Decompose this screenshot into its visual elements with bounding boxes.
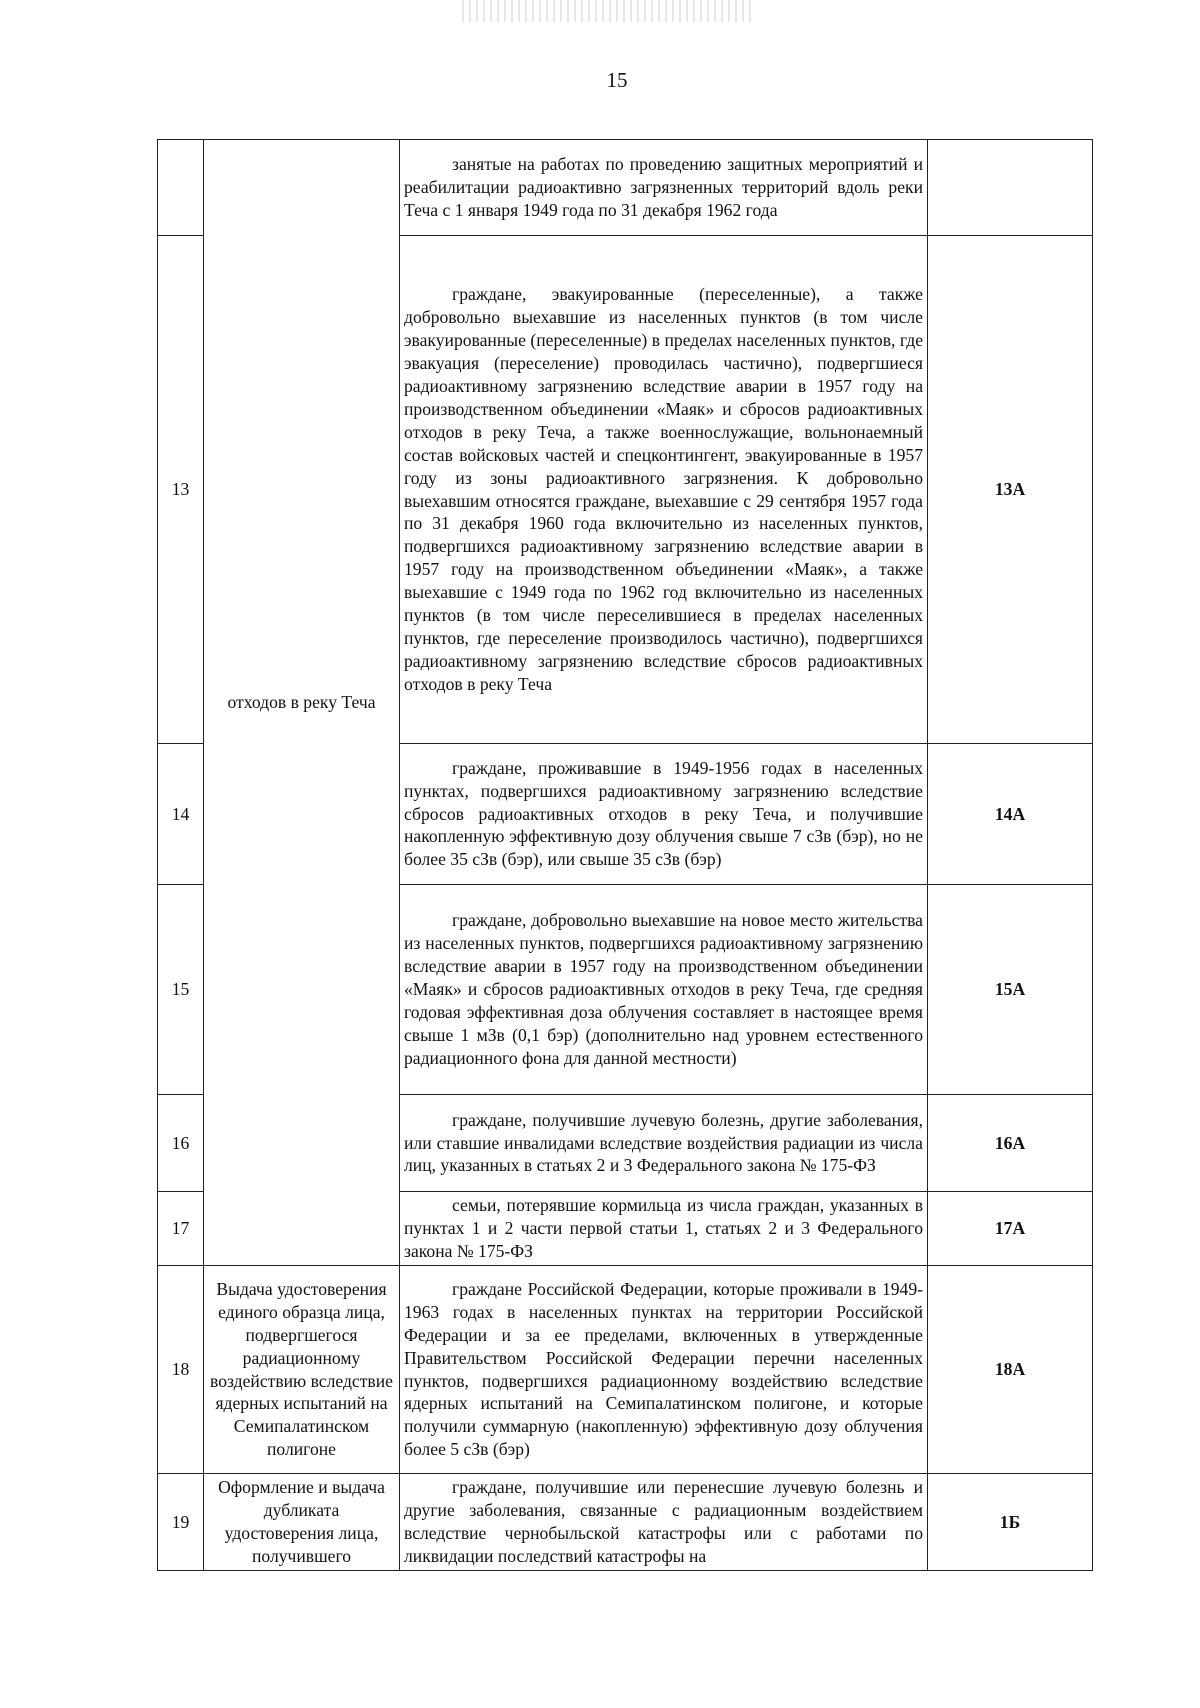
service-cell: отходов в реку Теча [204, 140, 400, 1266]
service-cell: Оформление и выдача дубликата удостоверения лица, получившего [204, 1474, 400, 1571]
recipients-text: занятые на работах по проведению защитных мероприятий и реабилитации радиоактивно загрязненных территорий вдоль реки Теча с 1 января 1949 года по 31 декабря 1962 года [404, 154, 923, 220]
table-row [158, 1266, 1093, 1474]
table-row [158, 140, 1093, 236]
row-number: 19 [158, 1474, 204, 1571]
service-cell: Выдача удостоверения единого образца лица, подвергшегося радиационному воздействию вследствие ядерных испытаний на Семипалатинском полигоне [204, 1266, 400, 1474]
recipients-cell [400, 1192, 928, 1266]
recipients-text: граждане, получившие или перенесшие лучевую болезнь и другие заболевания, связанные с радиационным воздействием вследствие чернобыльской катастрофы или с работами по ликвидации последствий катастрофы на [404, 1477, 923, 1566]
code-cell: 14А [928, 744, 1093, 885]
recipients-cell [400, 1474, 928, 1571]
code-cell: 18А [928, 1266, 1093, 1474]
code-cell [928, 140, 1093, 236]
recipients-text: граждане, проживавшие в 1949-1956 годах в населенных пунктах, подвергшихся радиоактивному загрязнению вследствие сбросов радиоактивных отходов в реку Теча, и получившие накопленную эффективную дозу облучения свыше 7 сЗв (бэр), но не более 35 сЗв (бэр), или свыше 35 сЗв (бэр) [404, 757, 923, 870]
code-cell: 13А [928, 236, 1093, 744]
recipients-cell [400, 1095, 928, 1192]
recipients-text: граждане, эвакуированные (переселенные), а также добровольно выехавшие из населенных пунктов (в том числе эвакуированные (переселенные) в пределах населенных пунктов, где эвакуация (переселение) проводилась частично), подвергшиеся радиоактивному загрязнению вследствие аварии в 1957 году на производственном объединении «Маяк» и сбросов радиоактивных отходов в реку Теча, а также военнослужащие, вольнонаемный состав войсковых частей и спецконтингент, эвакуированные в 1957 году из зоны радиоактивного загрязнения. К добровольно выехавшим относятся граждане, выехавшие с 29 сентября 1957 года по 31 декабря 1960 года включительно из населенных пунктов, подвергшихся радиоактивному загрязнению вследствие аварии в 1957 году на производственном объединении «Маяк», а также выехавшие с 1949 года по 1962 год включительно из населенных пунктов (в том числе переселившиеся в пределах населенных пунктов, где переселение производилось частично), подвергшихся радиоактивному загрязнению вследствие сбросов радиоактивных отходов в реку Теча [404, 284, 923, 694]
row-number: 13 [158, 236, 204, 744]
recipients-cell [400, 885, 928, 1095]
code-cell: 1Б [928, 1474, 1093, 1571]
recipients-cell [400, 744, 928, 885]
recipients-text: граждане Российской Федерации, которые проживали в 1949-1963 годах в населенных пунктах на территории Российской Федерации и за ее пределами, включенных в утвержденные Правительством Российской Федерации перечни населенных пунктов, подвергшихся радиационному воздействию вследствие ядерных испытаний на Семипалатинском полигоне, и которые получили суммарную (накопленную) эффективную дозу облучения более 5 сЗв (бэр) [404, 1278, 923, 1460]
recipients-cell [400, 236, 928, 744]
recipients-cell [400, 1266, 928, 1474]
code-cell: 17А [928, 1192, 1093, 1266]
row-number: 17 [158, 1192, 204, 1266]
recipients-text: семьи, потерявшие кормильца из числа граждан, указанных в пунктах 1 и 2 части первой статьи 1, статьях 2 и 3 Федерального закона № 175-ФЗ [404, 1195, 923, 1261]
services-table [157, 139, 1093, 1571]
page-number: 15 [606, 68, 628, 92]
row-number: 15 [158, 885, 204, 1095]
recipients-text: граждане, получившие лучевую болезнь, другие заболевания, или ставшие инвалидами вследствие воздействия радиации из числа лиц, указанных в статьях 2 и 3 Федерального закона № 175-ФЗ [404, 1109, 923, 1176]
recipients-cell [400, 140, 928, 236]
row-number: 18 [158, 1266, 204, 1474]
recipients-text: граждане, добровольно выехавшие на новое место жительства из населенных пунктов, подвергшихся радиоактивному загрязнению вследствие аварии в 1957 году на производственном объединении «Маяк» и сбросов радиоактивных отходов в реку Теча, где средняя годовая эффективная доза облучения составляет в настоящее время свыше 1 мЗв (0,1 бэр) (дополнительно над уровнем естественного радиационного фона для данной местности) [404, 910, 923, 1068]
row-number: 14 [158, 744, 204, 885]
row-number [158, 140, 204, 236]
scan-artifact [462, 0, 752, 22]
code-cell: 16А [928, 1095, 1093, 1192]
table-row [158, 1474, 1093, 1571]
row-number: 16 [158, 1095, 204, 1192]
code-cell: 15А [928, 885, 1093, 1095]
